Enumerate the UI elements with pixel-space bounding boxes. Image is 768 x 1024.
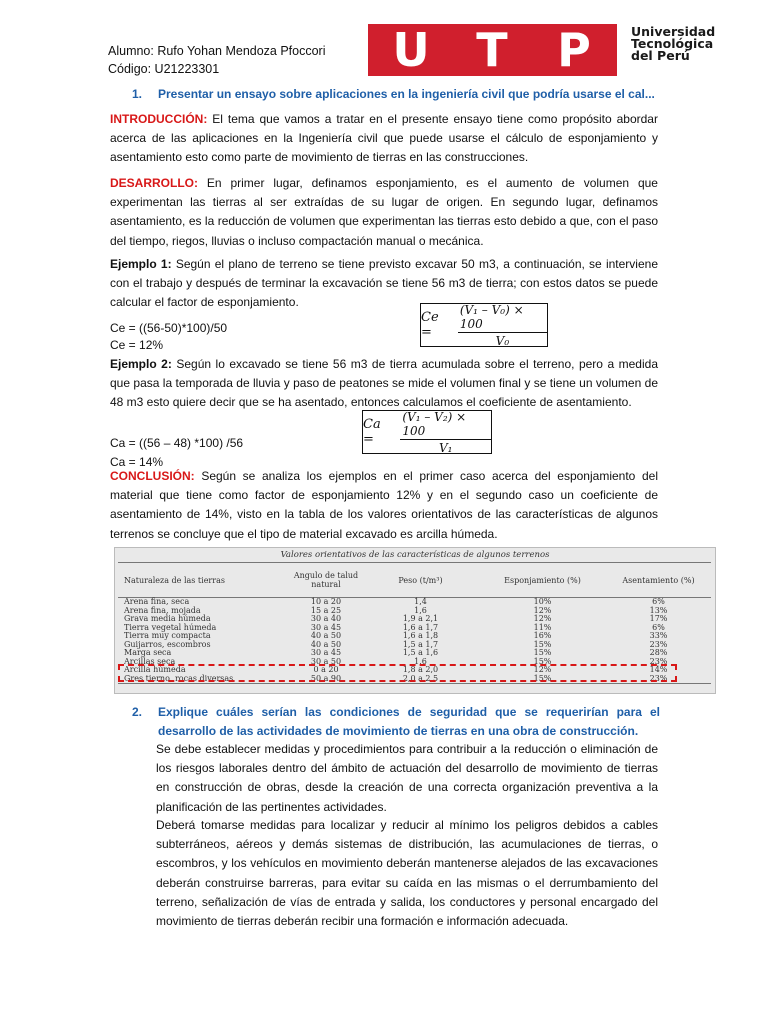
- table-cell: 23%: [649, 656, 668, 666]
- formula-ce-numerator: (V₁ – V₀) × 100: [458, 303, 547, 333]
- table-cell: Arcillas seca: [124, 656, 176, 666]
- question-1-number: 1.: [132, 87, 143, 101]
- intro-text: El tema que vamos a tratar en el presente ensayo tiene como propósito abordar acerca de las aplicaciones en la Ingeniería civil que puede usarse el cálculo de esponjamiento y asentamiento esto como parte de movimiento de tierras en las construcciones.: [110, 112, 658, 165]
- logo-letter-t: T: [476, 23, 508, 77]
- table-cell: 17%: [649, 614, 668, 623]
- table-cell: 15%: [533, 639, 552, 649]
- col-header-angulo: Angulo de talud natural: [290, 563, 362, 598]
- table-cell: Marga seca: [124, 648, 172, 657]
- utp-logo: [368, 24, 617, 76]
- highlight-dashed-box: [118, 664, 677, 682]
- table-cell: 50 a 90: [310, 673, 342, 683]
- ejemplo2-calc: Ca = ((56 – 48) *100) /56: [110, 436, 244, 450]
- table-cell: 14%: [649, 665, 668, 674]
- question-2: [132, 703, 660, 741]
- table-cell: Tierra vegetal húmeda: [124, 622, 217, 632]
- table-cell: 40 a 50: [310, 631, 342, 640]
- col-header-peso: Peso (t/m³): [362, 563, 479, 598]
- table-cell: 15%: [533, 656, 552, 666]
- table-cell: 28%: [649, 648, 668, 657]
- col-header-esponjamiento: Esponjamiento (%): [479, 563, 606, 598]
- ejemplo1-calc-block: [110, 320, 227, 354]
- question-2-number: 2.: [132, 705, 143, 719]
- table-cell: Arcilla húmeda: [124, 665, 186, 674]
- table-cell: 40 a 50: [310, 639, 342, 649]
- table-cell: 16%: [533, 631, 552, 640]
- table-cell: 11%: [533, 622, 552, 632]
- table-cell: Arena fina, mojada: [124, 605, 201, 615]
- table-cell: 1,6: [414, 656, 427, 666]
- table-cell: Arena fina, seca: [124, 597, 190, 606]
- ejemplo1-text: Según el plano de terreno se tiene previsto excavar 50 m3, a continuación, se interviene con el trabajo y después de terminar la excavación se tiene 56 m3 de tierra; con estos datos se puede calcular el factor de esponjamiento.: [110, 257, 658, 310]
- ejemplo2-result: Ca = 14%: [110, 455, 164, 469]
- table-cell: 23%: [649, 673, 668, 683]
- q2-answer-paragraph-1: [156, 740, 658, 817]
- table-cell: 13%: [649, 605, 668, 615]
- table-cell: 30 a 40: [310, 614, 342, 623]
- ejemplo1-result: Ce = 12%: [110, 338, 164, 352]
- table-cell: 23%: [649, 639, 668, 649]
- table-cell: 33%: [649, 631, 668, 640]
- desarrollo-text: En primer lugar, definamos esponjamiento, es el aumento de volumen que experimentan las tierras al ser extraídas de su lugar de origen. En segundo lugar, definamos asentamiento, es la reducción de volumen que experimentan las tierras esto debido a que, con el paso del tiempo, riegos, lluvias o incluso compactación manual o mecánica.: [110, 176, 658, 248]
- formula-ce-lhs: Ce =: [421, 310, 439, 340]
- col-header-asentamiento: Asentamiento (%): [606, 563, 711, 598]
- ejemplo1-label: Ejemplo 1:: [110, 257, 172, 271]
- logo-letter-u: U: [392, 23, 430, 77]
- conclusion-text: Según se analiza los ejemplos en el primer caso acerca del esponjamiento del material que tiene como factor de esponjamiento 12% y en el segundo caso un coeficiente de asentamiento de 14%, visto en la tabla de los valores orientativos de las características de algunos terrenos se concluye que el tipo de material excavado es arcilla húmeda.: [110, 469, 658, 541]
- q2-answer-1: Se debe establecer medidas y procedimientos para contribuir a la reducción o eliminación de los riesgos laborales dentro del ámbito de actuación del desarrollo de movimiento de tierras en construcción de obras, desde la creación de una correcta organización preventiva a la planificación de las pertinentes actividades.: [156, 742, 658, 814]
- table-cell: 1,5 a 1,7: [402, 639, 439, 649]
- ejemplo1-calc: Ce = ((56-50)*100)/50: [110, 321, 228, 335]
- q2-answer-2: Deberá tomarse medidas para localizar y reducir al mínimo los peligros debidos a cables subterráneos, aéreos y demás sistemas de distribución, las acumulaciones de tierras, o escombros, y los vehículos en movimiento deberán mantenerse alejados de las excavaciones deberán construirse barreras, para evitar su caída en las mismas o el derrumbamiento del terreno, señalización de vías de entrada y salida, los conductores y personal encargado del movimiento de tierras deberán recibir una formación e información adecuada.: [156, 818, 658, 929]
- ejemplo2-paragraph: [110, 355, 658, 413]
- table-cell: 15%: [533, 673, 552, 683]
- ejemplo2-label: Ejemplo 2:: [110, 357, 172, 371]
- ejemplo2-text: Según lo excavado se tiene 56 m3 de tierra acumulada sobre el terreno, pero a medida que pasa la temporada de lluvia y paso de peatones se mide el volumen final y se tiene un volumen de 48 m3 esto quiere decir que se ha asentado, entonces calculamos el coeficiente de asentamiento.: [110, 357, 658, 410]
- table-cell: 15 a 25: [310, 605, 342, 615]
- table-cell: 30 a 50: [310, 656, 342, 666]
- table-cell: 1,6 a 1,8: [402, 631, 439, 640]
- table-cell: 12%: [533, 665, 552, 674]
- table-cell: 2,0 a 2,5: [402, 673, 439, 683]
- formula-ca-denominator: V₁: [438, 440, 453, 455]
- table-cell: 1,6: [414, 605, 427, 615]
- formula-ca-fraction: [400, 410, 491, 455]
- table-cell: Gres tierno, rocas diversas: [124, 673, 234, 683]
- question-1: [132, 85, 692, 104]
- table-cell: Tierra muy compacta: [124, 631, 211, 640]
- table-cell: Guijarros, escombros: [124, 639, 211, 649]
- intro-label: INTRODUCCIÓN:: [110, 112, 208, 126]
- question-2-text: Explique cuáles serían las condiciones de seguridad que se requerirían para el desarrollo de las actividades de movimiento de tierras en una obra de construcción.: [158, 705, 660, 739]
- table-cell: 6%: [652, 622, 665, 632]
- table-cell: 30 a 45: [310, 622, 342, 632]
- table-cell: 1,5 a 1,6: [402, 648, 439, 657]
- table-header-row: [118, 563, 711, 598]
- desarrollo-label: DESARROLLO:: [110, 176, 198, 190]
- table-cell: 10 a 20: [310, 597, 342, 606]
- ejemplo1-paragraph: [110, 255, 658, 313]
- student-name: Alumno: Rufo Yohan Mendoza Pfoccori: [108, 44, 326, 58]
- table-cell: 30 a 45: [310, 648, 342, 657]
- table-cell: 10%: [533, 597, 552, 606]
- question-1-text: Presentar un ensayo sobre aplicaciones en la ingeniería civil que podría usarse el cal...: [158, 87, 655, 101]
- table-cell: 1,6 a 1,7: [402, 622, 439, 632]
- table-cell: 6%: [652, 597, 665, 606]
- table-cell: 12%: [533, 614, 552, 623]
- conclusion-paragraph: [110, 467, 658, 544]
- table-cell: 1,9 a 2,1: [402, 614, 439, 623]
- formula-ce-denominator: V₀: [495, 333, 510, 348]
- table-cell: 15%: [533, 648, 552, 657]
- student-info: [108, 42, 326, 78]
- conclusion-label: CONCLUSIÓN:: [110, 469, 195, 483]
- table-cell: 1,4: [414, 597, 427, 606]
- table-cell: 1,8 a 2,0: [402, 665, 439, 674]
- asentamiento-formula: [362, 410, 492, 454]
- formula-ce-fraction: [458, 303, 547, 348]
- student-code: Código: U21223301: [108, 62, 220, 76]
- formula-ca-lhs: Ca =: [363, 417, 381, 447]
- table-cell: 12%: [533, 605, 552, 615]
- q2-answer-paragraph-2: [156, 816, 658, 931]
- esponjamiento-formula: [420, 303, 548, 347]
- table-cell: Grava media húmeda: [124, 614, 211, 623]
- table-cell: 0 a 20: [313, 665, 339, 674]
- university-name: Universidad Tecnológica del Perú: [631, 24, 716, 63]
- col-header-naturaleza: Naturaleza de las tierras: [118, 563, 290, 598]
- desarrollo-paragraph: [110, 174, 658, 251]
- formula-ca-numerator: (V₁ – V₂) × 100: [400, 410, 491, 440]
- intro-paragraph: [110, 110, 658, 168]
- logo-letter-p: P: [557, 23, 591, 77]
- table-title: Valores orientativos de las características de algunos terrenos: [280, 550, 550, 560]
